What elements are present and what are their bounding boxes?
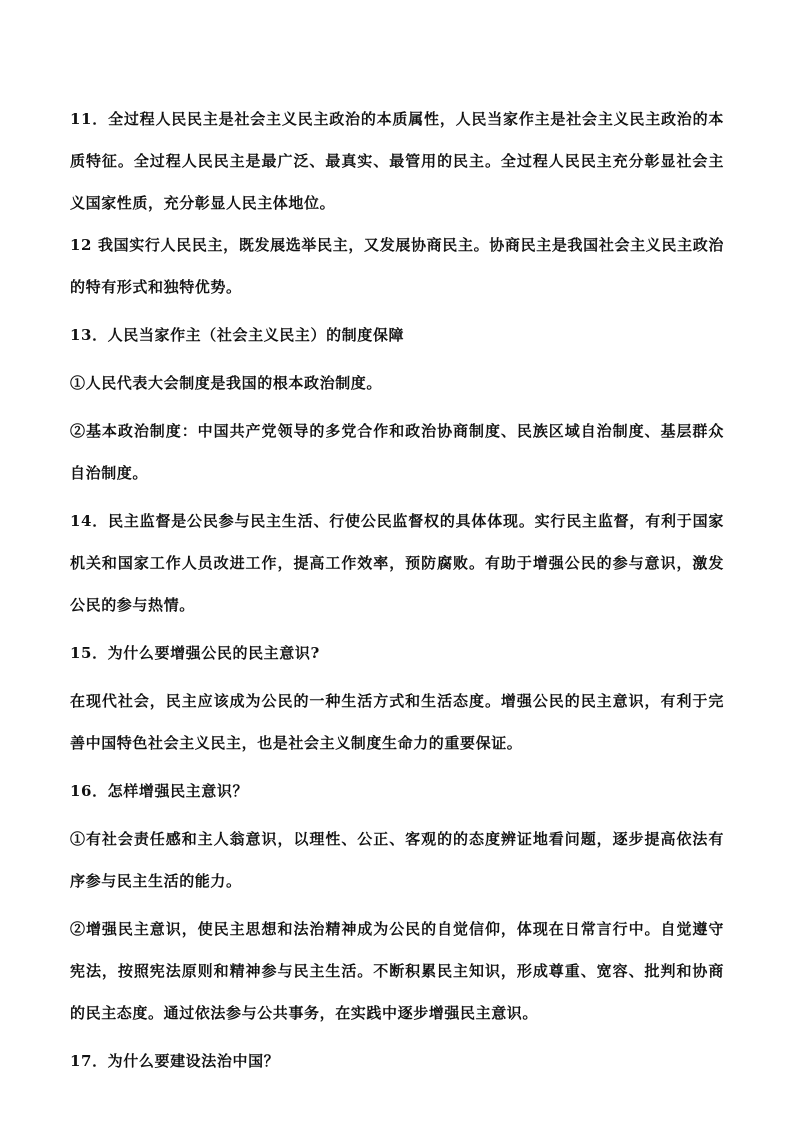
paragraph-item-13-heading: 13．人民当家作主（社会主义民主）的制度保障 [70,326,405,344]
paragraph-item-14: 14．民主监督是公民参与民主生活、行使公民监督权的具体体现。实行民主监督，有利于国家机关和国家工作人员改进工作，提高工作效率，预防腐败。有助于增强公民的参与意识，激发公民的参与热情。 [70,512,724,614]
paragraph-item-16-question: 16．怎样增强民主意识？ [70,782,249,800]
document-page [70,98,724,1088]
paragraph-item-16-point-2: ②增强民主意识，使民主思想和法治精神成为公民的自觉信仰，体现在日常言行中。自觉遵守宪法，按照宪法原则和精神参与民主生活。不断积累民主知识，形成尊重、宽容、批判和协商的民主态度。通过依法参与公共事务，在实践中逐步增强民主意识。 [70,920,724,1022]
paragraph-item-15-question: 15．为什么要增强公民的民主意识? [70,644,320,662]
paragraph-item-11: 11．全过程人民民主是社会主义民主政治的本质属性，人民当家作主是社会主义民主政治的本质特征。全过程人民民主是最广泛、最真实、最管用的民主。全过程人民民主充分彰显社会主义国家性质，充分彰显人民主体地位。 [70,110,724,212]
paragraph-item-16-point-1: ①有社会责任感和主人翁意识，以理性、公正、客观的的态度辨证地看问题，逐步提高依法有序参与民主生活的能力。 [70,830,724,890]
paragraph-item-15-answer: 在现代社会，民主应该成为公民的一种生活方式和生活态度。增强公民的民主意识，有利于完善中国特色社会主义民主，也是社会主义制度生命力的重要保证。 [70,692,724,752]
paragraph-item-13-point-2: ②基本政治制度：中国共产党领导的多党合作和政治协商制度、民族区域自治制度、基层群众自治制度。 [70,422,724,482]
paragraph-item-12: 12 我国实行人民民主，既发展选举民主，又发展协商民主。协商民主是我国社会主义民主政治的特有形式和独特优势。 [70,236,724,296]
paragraph-item-17-question: 17．为什么要建设法治中国？ [70,1052,280,1070]
paragraph-item-13-point-1: ①人民代表大会制度是我国的根本政治制度。 [70,374,383,392]
